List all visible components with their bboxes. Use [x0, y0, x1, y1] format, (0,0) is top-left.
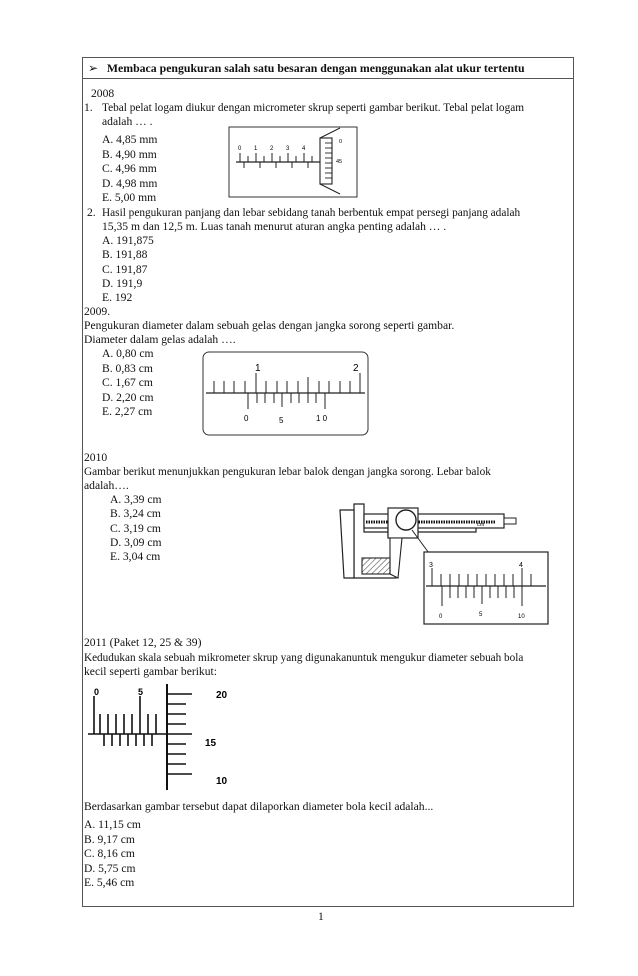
arrow-bullet-icon: ➢	[88, 61, 98, 75]
v2009-vernier-0: 0	[244, 414, 249, 423]
caliper-unit-label: cm	[477, 522, 485, 528]
mic2-thimble-15: 15	[205, 738, 217, 749]
year-2009: 2009.	[84, 305, 111, 318]
vernier-figure-2009	[202, 351, 370, 437]
q2010-option-e: E. 3,04 cm	[110, 550, 161, 563]
q2-text-1: Hasil pengukuran panjang dan lebar sebidang tanah berbentuk empat persegi panjang adalah	[102, 207, 521, 219]
q2-option-c: C. 191,87	[102, 263, 148, 276]
zoom-vernier-0: 0	[439, 614, 443, 620]
q2-option-a: A. 191,875	[102, 234, 154, 247]
q2-text-2: 15,35 m dan 12,5 m. Luas tanah menurut aturan angka penting adalah … .	[102, 220, 447, 233]
q2011-question: Berdasarkan gambar tersebut dapat dilaporkan diameter bola kecil adalah...	[84, 800, 434, 813]
mic2-main-0: 0	[94, 687, 100, 697]
mic1-thimble-0: 0	[339, 139, 343, 145]
q2009-option-c: C. 1,67 cm	[102, 376, 153, 389]
q2009-text-1: Pengukuran diameter dalam sebuah gelas dengan jangka sorong seperti gambar.	[84, 319, 455, 332]
v2009-main-1: 1	[255, 363, 261, 374]
q2010-option-c: C. 3,19 cm	[110, 522, 161, 535]
section-header	[88, 61, 525, 75]
mic2-main-5: 5	[138, 687, 144, 697]
mic1-main-1: 1	[254, 146, 258, 152]
zoom-main-4: 4	[519, 562, 523, 569]
q2-option-b: B. 191,88	[102, 248, 148, 261]
header-divider	[82, 78, 573, 79]
q1-text-2: adalah … .	[102, 115, 153, 128]
q1-number: 1.	[84, 101, 93, 114]
mic1-main-0: 0	[238, 146, 242, 152]
q2-number: 2.	[87, 206, 96, 219]
micrometer-figure-2011	[86, 684, 238, 790]
q2009-option-e: E. 2,27 cm	[102, 405, 153, 418]
q2-option-e: E. 192	[102, 291, 133, 304]
year-2010: 2010	[84, 451, 108, 464]
mic2-thimble-10: 10	[216, 776, 228, 787]
q2-option-d: D. 191,9	[102, 277, 143, 290]
q2009-option-a: A. 0,80 cm	[102, 347, 154, 360]
q1-option-c: C. 4,96 mm	[102, 162, 157, 175]
year-2011: 2011 (Paket 12, 25 & 39)	[84, 636, 202, 649]
q2010-option-a: A. 3,39 cm	[110, 493, 162, 506]
mic1-main-3: 3	[286, 146, 290, 152]
q2011-option-e: E. 5,46 cm	[84, 876, 135, 889]
v2009-vernier-5: 5	[279, 416, 284, 425]
zoom-vernier-5: 5	[479, 612, 483, 618]
header-text: Membaca pengukuran salah satu besaran dengan menggunakan alat ukur tertentu	[106, 61, 525, 75]
q2010-option-d: D. 3,09 cm	[110, 536, 162, 549]
q2011-option-a: A. 11,15 cm	[84, 818, 141, 831]
zoom-vernier-10: 10	[518, 614, 525, 620]
q2011-text-2: kecil seperti gambar berikut:	[84, 665, 217, 678]
q2009-option-b: B. 0,83 cm	[102, 362, 153, 375]
mic2-thimble-20: 20	[216, 690, 228, 701]
q2011-option-c: C. 8,16 cm	[84, 847, 135, 860]
page-number: 1	[318, 910, 324, 923]
q2010-text-1: Gambar berikut menunjukkan pengukuran lebar balok dengan jangka sorong. Lebar balok	[84, 466, 491, 478]
q1-option-b: B. 4,90 mm	[102, 148, 157, 161]
year-2008: 2008	[91, 87, 115, 100]
q2010-text-2: adalah….	[84, 479, 129, 492]
q2009-option-d: D. 2,20 cm	[102, 391, 154, 404]
q1-option-d: D. 4,98 mm	[102, 177, 158, 190]
micrometer-figure-1	[228, 126, 360, 200]
mic1-thimble-45: 45	[336, 159, 343, 165]
q1-text-1: Tebal pelat logam diukur dengan micrometer skrup seperti gambar berikut. Tebal pelat logam	[102, 102, 525, 114]
q2011-text-1: Kedudukan skala sebuah mikrometer skrup yang digunakanuntuk mengukur diameter sebuah bola	[84, 652, 524, 664]
q2009-text-2: Diameter dalam gelas adalah ….	[84, 333, 236, 346]
v2009-main-2: 2	[353, 363, 359, 374]
zoom-main-3: 3	[429, 562, 433, 569]
q2010-option-b: B. 3,24 cm	[110, 507, 161, 520]
vernier-caliper-figure-2010	[336, 496, 554, 628]
q1-option-a: A. 4,85 mm	[102, 133, 158, 146]
mic1-main-4: 4	[302, 146, 306, 152]
q1-option-e: E. 5,00 mm	[102, 191, 157, 204]
mic1-main-2: 2	[270, 146, 274, 152]
q2011-option-d: D. 5,75 cm	[84, 862, 136, 875]
v2009-vernier-10: 1 0	[316, 414, 328, 423]
q2011-option-b: B. 9,17 cm	[84, 833, 135, 846]
